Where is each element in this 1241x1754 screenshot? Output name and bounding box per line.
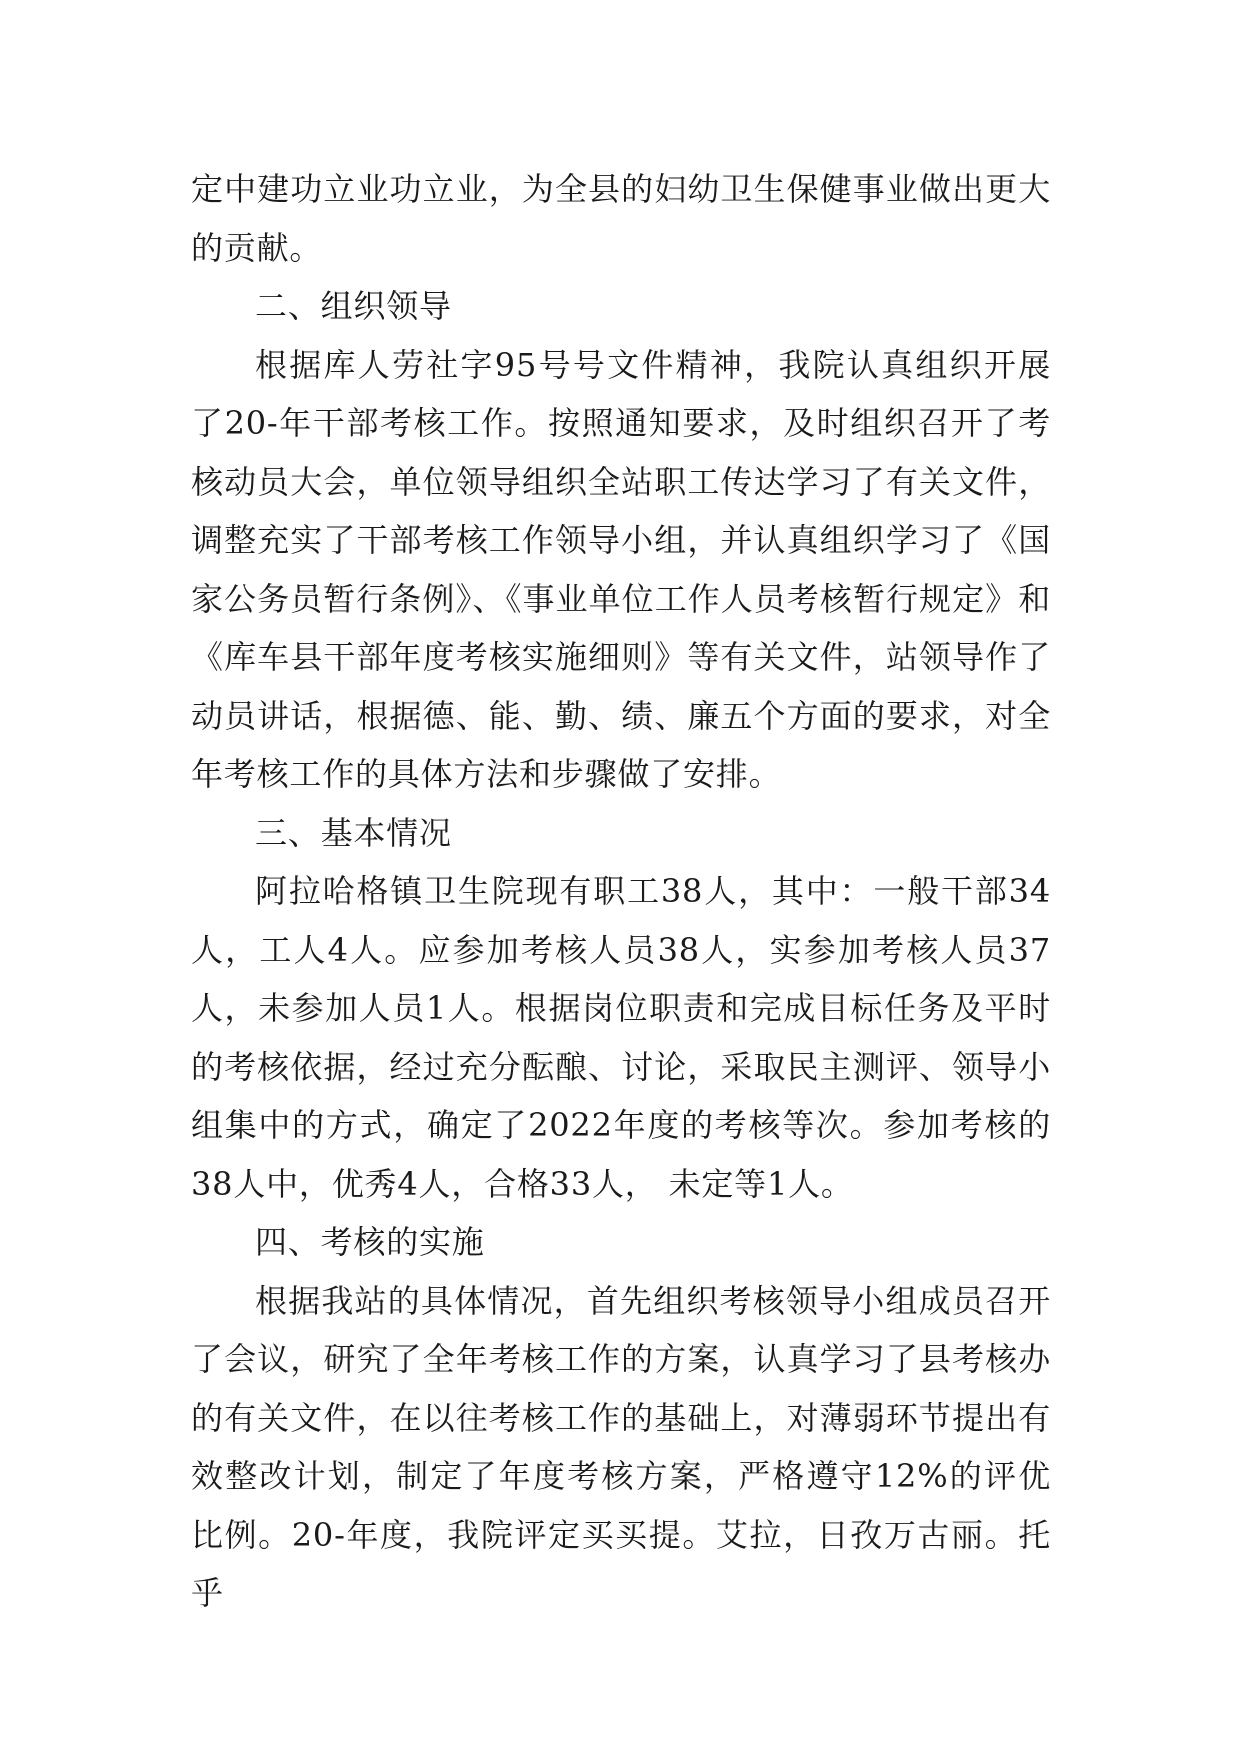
section-heading-organization: 二、组织领导 bbox=[255, 287, 452, 325]
paragraph-organization: 根据库人劳社字95号号文件精神，我院认真组织开展了20-年干部考核工作。按照通知要求，及时组织召开了考核动员大会，单位领导组织全站职工传达学习了有关文件，调整充实了干部考核工作领导小组，并认真组织学习了《国家公务员暂行条例》、《事业单位工作人员考核暂行规定》和《库车县干部年度考核实施细则》等有关文件，站领导作了动员讲话，根据德、能、勤、绩、廉五个方面的要求，对全年考核工作的具体方法和步骤做了安排。 bbox=[191, 345, 1051, 793]
document-body bbox=[191, 160, 1051, 1623]
paragraph-continued: 定中建功立业功立业，为全县的妇幼卫生保健事业做出更大的贡献。 bbox=[191, 170, 1051, 267]
paragraph-basic-situation: 阿拉哈格镇卫生院现有职工38人，其中：一般干部34人，工人4人。应参加考核人员38人，实参加考核人员37人，未参加人员1人。根据岗位职责和完成目标任务及平时的考核依据，经过充分酝酿、讨论，采取民主测评、领导小组集中的方式，确定了2022年度的考核等次。参加考核的38人中，优秀4人，合格33人， 未定等1人。 bbox=[191, 872, 1051, 1203]
paragraph-implementation: 根据我站的具体情况，首先组织考核领导小组成员召开了会议，研究了全年考核工作的方案，认真学习了县考核办的有关文件，在以往考核工作的基础上，对薄弱环节提出有效整改计划，制定了年度考核方案，严格遵守12%的评优比例。20-年度，我院评定买买提。艾拉，日孜万古丽。托乎 bbox=[191, 1281, 1051, 1612]
section-heading-implementation: 四、考核的实施 bbox=[255, 1223, 485, 1261]
section-heading-basic-situation: 三、基本情况 bbox=[255, 813, 452, 852]
